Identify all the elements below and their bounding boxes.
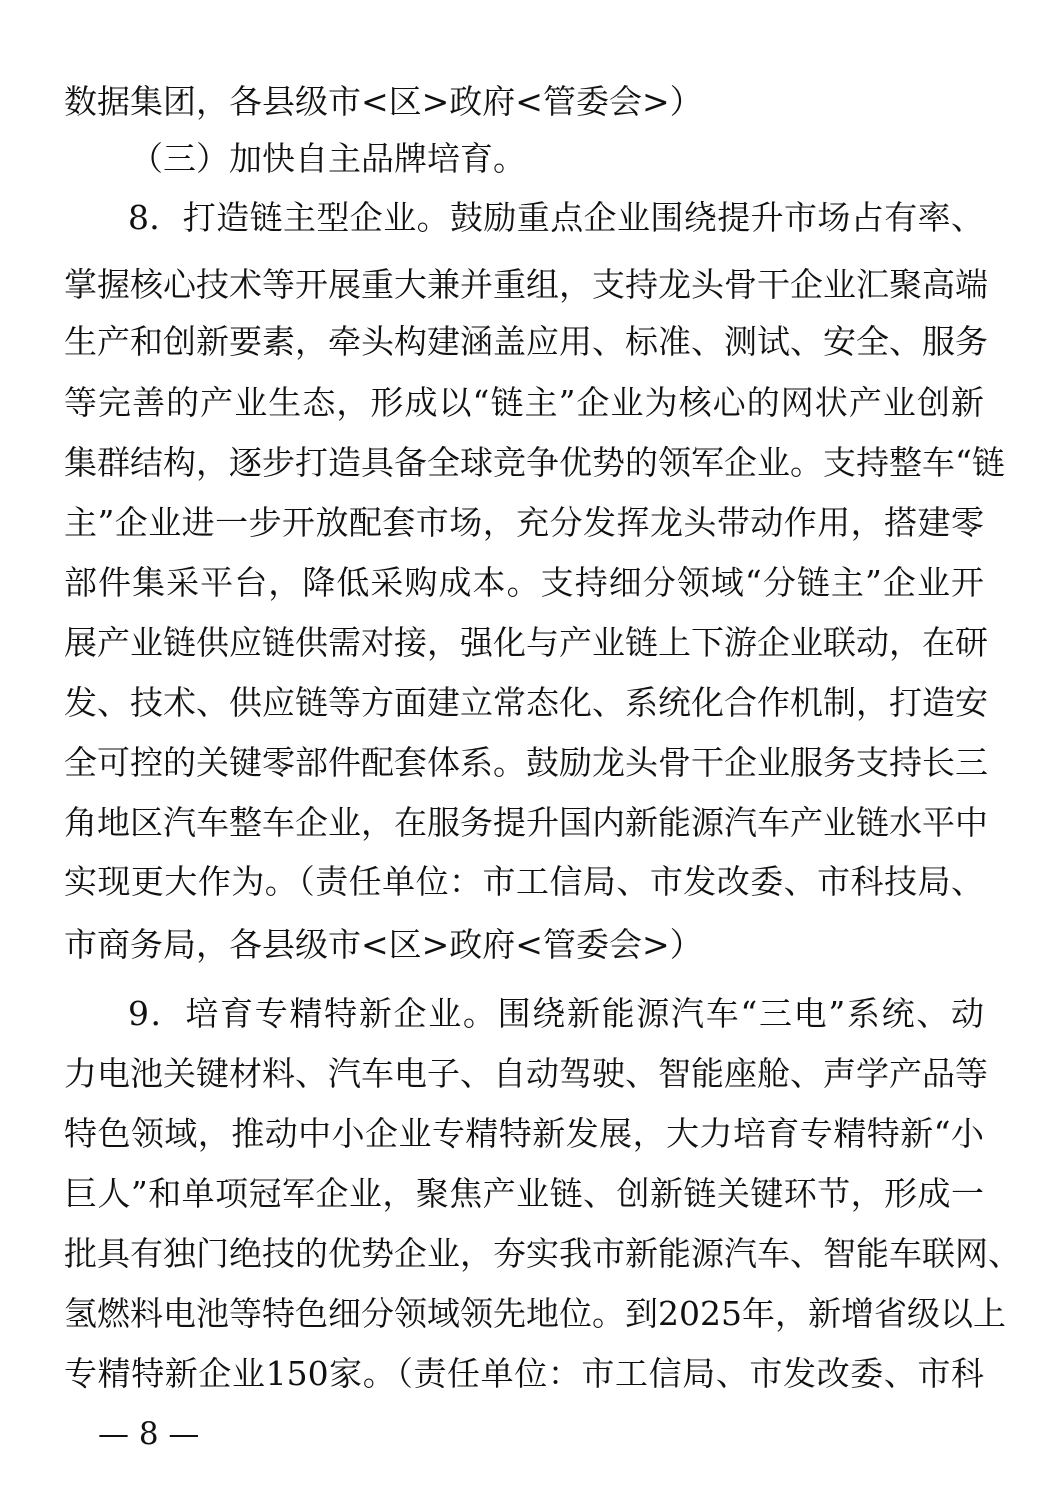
page-number: — 8 — (98, 1416, 200, 1452)
paragraph-8-line-5: 集群结构，逐步打造具备全球竞争优势的领军企业。支持整车“链 (64, 443, 1005, 482)
paragraph-8-line-10: 全可控的关键零部件配套体系。鼓励龙头骨干企业服务支持长三 (64, 743, 988, 782)
paragraph-8-line-9: 发、技术、供应链等方面建立常态化、系统化合作机制，打造安 (64, 683, 988, 722)
paragraph-8-line-7: 部件集采平台，降低采购成本。支持细分领域“分链主”企业开 (64, 563, 984, 602)
paragraph-8-line-3: 生产和创新要素，牵头构建涵盖应用、标准、测试、安全、服务 (64, 322, 988, 361)
paragraph-9-line-2: 力电池关键材料、汽车电子、自动驾驶、智能座舱、声学产品等 (64, 1054, 988, 1093)
paragraph-9-line-5: 批具有独门绝技的优势企业，夯实我市新能源汽车、智能车联网、 (64, 1234, 1021, 1273)
text-line-continuation: 数据集团，各县级市<区>政府<管委会>） (64, 82, 703, 121)
paragraph-8-line-8: 展产业链供应链供需对接，强化与产业链上下游企业联动，在研 (64, 623, 988, 662)
paragraph-9-line-4: 巨人”和单项冠军企业，聚焦产业链、创新链关键环节，形成一 (64, 1174, 984, 1213)
section-heading: （三）加快自主品牌培育。 (130, 139, 526, 178)
paragraph-8-line-11: 角地区汽车整车企业，在服务提升国内新能源汽车产业链水平中 (64, 803, 988, 842)
paragraph-9-line-7: 专精特新企业150家。（责任单位：市工信局、市发改委、市科 (64, 1354, 984, 1393)
paragraph-9-line-3: 特色领域，推动中小企业专精特新发展，大力培育专精特新“小 (64, 1114, 984, 1153)
paragraph-8-line-4: 等完善的产业生态，形成以“链主”企业为核心的网状产业创新 (64, 383, 984, 422)
paragraph-8-line-2: 掌握核心技术等开展重大兼并重组，支持龙头骨干企业汇聚高端 (64, 265, 988, 304)
paragraph-9-line-6: 氢燃料电池等特色细分领域领先地位。到2025年，新增省级以上 (64, 1294, 1006, 1333)
paragraph-8-line-12: 实现更大作为。（责任单位：市工信局、市发改委、市科技局、 (64, 862, 984, 901)
paragraph-8-line-6: 主”企业进一步开放配套市场，充分发挥龙头带动作用，搭建零 (64, 503, 984, 542)
paragraph-8-line-1: 8．打造链主型企业。鼓励重点企业围绕提升市场占有率、 (128, 198, 984, 237)
paragraph-9-line-1: 9．培育专精特新企业。围绕新能源汽车“三电”系统、动 (128, 994, 984, 1033)
paragraph-8-line-13: 市商务局，各县级市<区>政府<管委会>） (64, 925, 703, 964)
